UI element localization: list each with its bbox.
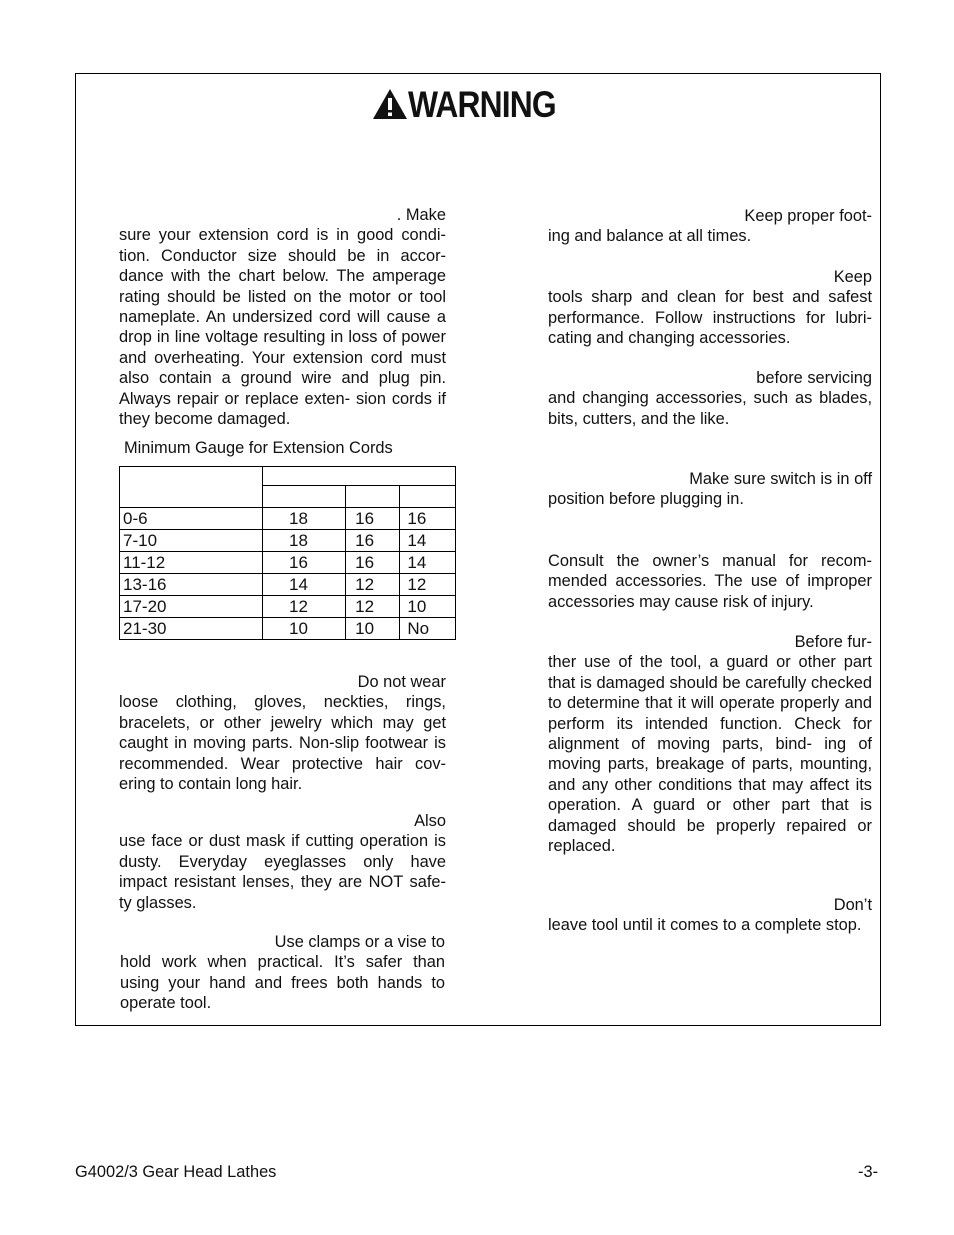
table-cell: 7-10: [120, 530, 263, 552]
table-header-cell: [263, 467, 456, 486]
table-cell: 12: [400, 574, 456, 596]
table-cell: 12: [346, 596, 400, 618]
table-cell: 14: [263, 574, 346, 596]
maintain-tools-paragraph: [548, 267, 872, 349]
table-header-cell: [263, 486, 346, 508]
table-cell: 18: [263, 530, 346, 552]
gauge-table: [119, 466, 456, 640]
footer-page-number: -3-: [858, 1163, 879, 1181]
damaged-guard-body: ther use of the tool, a guard or other part that is damaged should be carefully checked to determine that it will operate properly and perform its intended function. Check for alignment of moving parts, bind- ing of moving parts, breakage of parts, mounting, and any other conditions that may affect its operation. A guard or other part that is damaged should be properly repaired or replaced.: [548, 653, 872, 856]
table-cell: 18: [263, 508, 346, 530]
footing-paragraph: [548, 206, 872, 247]
damaged-guard-lead: Before fur-: [794, 633, 872, 651]
table-cell: 16: [346, 508, 400, 530]
table-cell: 10: [346, 618, 400, 640]
accessories-body: Consult the owner’s manual for recom- mended accessories. The use of improper accessories may cause risk of injury.: [548, 552, 872, 611]
table-row: [120, 508, 456, 530]
clamps-paragraph: [120, 932, 445, 1014]
extension-cord-body: sure your extension cord is in good condi- tion. Conductor size should be in accor- dance with the chart below. The amperage rating should be listed on the motor or tool nameplate. An undersized cord will cause a drop in line voltage resulting in loss of power and overheating. Your extension cord must also contain a ground wire and plug pin. Always repair or replace exten- sion cords if they become damaged.: [119, 226, 446, 429]
table-cell: No: [400, 618, 456, 640]
table-cell: 10: [400, 596, 456, 618]
table-cell: 16: [346, 530, 400, 552]
safety-glasses-lead: Also: [414, 812, 446, 830]
gauge-table-title: Minimum Gauge for Extension Cords: [124, 439, 393, 457]
table-cell: 11-12: [120, 552, 263, 574]
clothing-paragraph: [119, 672, 446, 794]
unattended-body: leave tool until it comes to a complete stop.: [548, 916, 862, 935]
table-row: [120, 574, 456, 596]
switch-paragraph: [548, 469, 872, 510]
warning-heading: [372, 82, 580, 126]
table-cell: 14: [400, 552, 456, 574]
table-row: [120, 530, 456, 552]
table-header-cell: [346, 486, 400, 508]
clothing-lead: Do not wear: [357, 673, 446, 691]
disconnect-body: and changing accessories, such as blades, bits, cutters, and the like.: [548, 389, 872, 428]
table-cell: 10: [263, 618, 346, 640]
warning-title: WARNING: [408, 83, 556, 125]
table-cell: 12: [263, 596, 346, 618]
table-cell: 12: [346, 574, 400, 596]
table-row: [120, 618, 456, 640]
table-header-cell: [120, 467, 263, 508]
table-row: [120, 596, 456, 618]
safety-glasses-paragraph: [119, 811, 446, 913]
table-header-cell: [400, 486, 456, 508]
maintain-tools-lead: Keep: [833, 268, 872, 286]
footing-lead: Keep proper foot-: [744, 207, 872, 225]
unattended-lead: Don’t: [833, 896, 872, 914]
warning-triangle-icon: [372, 88, 408, 120]
footing-body: ing and balance at all times.: [548, 227, 752, 246]
disconnect-lead: before servicing: [756, 369, 872, 387]
safety-glasses-body: use face or dust mask if cutting operation is dusty. Everyday eyeglasses only have impact resistant lenses, they are NOT safe- ty glasses.: [119, 832, 446, 912]
footer-document-title: G4002/3 Gear Head Lathes: [75, 1163, 277, 1181]
clamps-lead: Use clamps or a vise to: [274, 933, 445, 951]
table-cell: 21-30: [120, 618, 263, 640]
table-cell: 17-20: [120, 596, 263, 618]
switch-body: position before plugging in.: [548, 490, 744, 509]
extension-cord-paragraph: [119, 205, 446, 429]
table-cell: 16: [263, 552, 346, 574]
clothing-body: loose clothing, gloves, neckties, rings, bracelets, or other jewelry which may get caught in moving parts. Non-slip footwear is recommended. Wear protective hair cov- ering to contain long hair.: [119, 693, 446, 794]
clamps-body: hold work when practical. It’s safer than using your hand and frees both hands to operate tool.: [120, 953, 445, 1013]
table-cell: 14: [400, 530, 456, 552]
disconnect-paragraph: [548, 368, 872, 429]
unattended-paragraph: [548, 895, 872, 936]
extension-cord-lead: . Make: [396, 206, 446, 224]
table-cell: 13-16: [120, 574, 263, 596]
accessories-paragraph: [548, 551, 872, 612]
table-cell: 16: [400, 508, 456, 530]
switch-lead: Make sure switch is in off: [689, 470, 872, 488]
table-cell: 0-6: [120, 508, 263, 530]
table-row: [120, 552, 456, 574]
maintain-tools-body: tools sharp and clean for best and safest performance. Follow instructions for lubri- cating and changing accessories.: [548, 288, 872, 348]
table-cell: 16: [346, 552, 400, 574]
damaged-guard-paragraph: [548, 632, 872, 856]
